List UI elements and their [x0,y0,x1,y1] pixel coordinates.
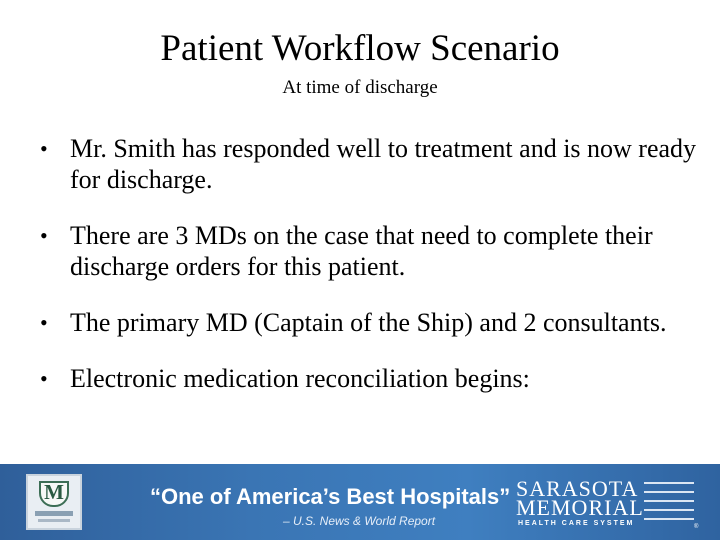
bullet-item [40,363,700,394]
bullet-text: There are 3 MDs on the case that need to complete their discharge orders for this patient. [70,221,653,281]
sarasota-memorial-logo [516,478,706,536]
quote-attribution: – U.S. News & World Report [283,514,436,528]
logo-banner-strip [38,519,70,522]
bullet-text: The primary MD (Captain of the Ship) and 2 consultants. [70,308,667,337]
brand-rule-lines [644,482,694,527]
bullet-text: Mr. Smith has responded well to treatment and is now ready for discharge. [70,134,697,194]
brand-name-line1: SARASOTA [516,476,639,501]
logo-banner-strip [35,511,73,516]
logo-letter: M [44,480,64,504]
bullet-list [40,133,700,419]
registered-mark: ® [694,524,699,530]
footer-banner [0,464,720,540]
bullet-item [40,133,700,195]
slide-subtitle: At time of discharge [282,77,438,98]
brand-name-line2: MEMORIAL [516,495,644,520]
slide-title: Patient Workflow Scenario [160,28,560,69]
bullet-item [40,307,700,338]
bullet-text: Electronic medication reconciliation begins: [70,364,530,393]
bullet-icon: • [40,223,48,248]
hospital-seal-logo [26,474,82,530]
bullet-icon: • [40,366,48,391]
bullet-icon: • [40,136,48,161]
brand-tagline: HEALTH CARE SYSTEM [518,520,635,527]
bullet-item [40,220,700,282]
award-quote: “One of America’s Best Hospitals” [150,484,511,509]
bullet-icon: • [40,310,48,335]
